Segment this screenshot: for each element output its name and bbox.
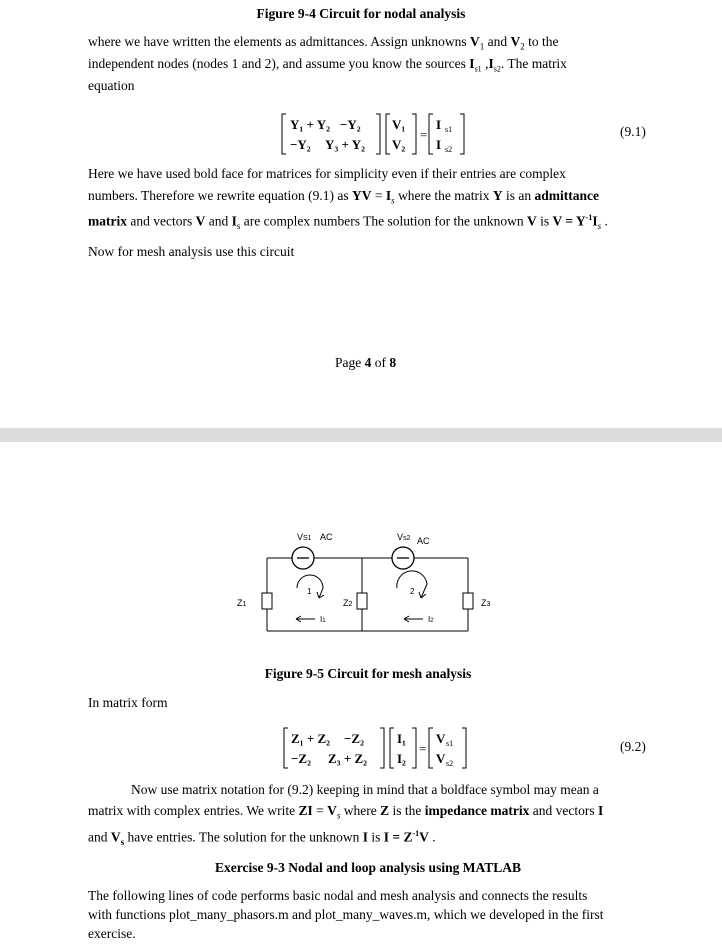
vs1-ac-source-icon (292, 547, 314, 569)
subscript: s1 (446, 739, 454, 748)
equation-number: (9.1) (620, 124, 646, 139)
paragraph-line: Now use matrix notation for (9.2) keeping in mind that a boldface symbol may mean a (131, 782, 599, 797)
vs1-ac-label: AC (320, 532, 333, 542)
matrix-cell: Y₃ + Y₂ (325, 137, 365, 152)
z3-resistor-icon (463, 593, 473, 609)
mesh2-label: 2 (410, 587, 415, 596)
paragraph-line: numbers. Therefore we rewrite equation (9.1) as YV = $I_s$ where the matrix Y is an admittance (88, 188, 600, 206)
vector-cell: I (436, 117, 442, 132)
z2-resistor-icon (357, 593, 367, 609)
document-page-5 (0, 442, 722, 945)
matrix-cell: −Y₂ (290, 137, 311, 152)
z1-resistor-icon (262, 593, 272, 609)
matrix-cell: Z₃ + Z₂ (328, 751, 368, 766)
vs2-label: Vs2 (397, 532, 411, 542)
i2-arrow-icon (404, 616, 423, 622)
matrix-cell: −Z₂ (344, 731, 364, 746)
z3-label: Z3 (481, 598, 491, 608)
i1-label: I1 (320, 615, 326, 624)
subscript: s2 (445, 145, 453, 154)
figure-caption: Figure 9-5 Circuit for mesh analysis (264, 666, 472, 681)
paragraph-line: exercise. (88, 926, 136, 941)
vector-cell: V (436, 731, 446, 746)
vs1-label: VS1 (297, 532, 312, 542)
matrix-cell: Z₁ + Z₂ (291, 731, 331, 746)
vector-cell: V₂ (392, 137, 406, 152)
vector-cell: V₁ (392, 117, 406, 132)
paragraph-line: matrix with complex entries. We write ZI = $V_s$ where Z is the impedance matrix and vectors I (88, 803, 604, 821)
mesh1-label: 1 (307, 587, 312, 596)
paragraph-line: Here we have used bold face for matrices for simplicity even if their entries are complex (88, 166, 566, 181)
z2-label: Z2 (343, 598, 353, 608)
vector-cell: I₂ (397, 751, 406, 766)
vs2-ac-source-icon (392, 547, 414, 569)
paragraph-line: and $V_s$ have entries. The solution for the unknown I is $I = Z^{-1}V$ . (88, 829, 436, 848)
matrix-cell: −Z₂ (291, 751, 311, 766)
subscript: s2 (446, 759, 454, 768)
figure-caption: Figure 9-4 Circuit for nodal analysis (256, 6, 466, 21)
vector-cell: I₁ (397, 731, 406, 746)
vector-cell: I (436, 137, 442, 152)
mesh-circuit-diagram (225, 526, 505, 644)
page-number: Page 4 of 8 (335, 355, 397, 370)
paragraph-line: The following lines of code performs basic nodal and mesh analysis and connects the results (88, 888, 588, 903)
paragraph-line: independent nodes (nodes 1 and 2), and assume you know the sources $I_{s1}$ $,I_{s2}$. The matrix (88, 56, 567, 74)
equals-sign: = (420, 127, 428, 142)
matrix-equation-9-1 (280, 110, 500, 158)
paragraph-line: equation (88, 78, 135, 93)
paragraph-line: Now for mesh analysis use this circuit (88, 244, 295, 259)
vector-cell: V (436, 751, 446, 766)
document-page-4 (0, 0, 722, 428)
paragraph-line: matrix and vectors V and $I_s$ are complex numbers The solution for the unknown V is $V = Y^{-1}I_s$ . (88, 213, 608, 232)
matrix-cell: −Y₂ (340, 117, 361, 132)
paragraph-line: In matrix form (88, 695, 168, 710)
i2-label: I2 (428, 615, 434, 624)
z1-label: Z1 (237, 598, 247, 608)
matrix-equation-9-2 (282, 724, 492, 772)
exercise-heading: Exercise 9-3 Nodal and loop analysis using MATLAB (215, 860, 521, 875)
paragraph-line: with functions plot_many_phasors.m and plot_many_waves.m, which we developed in the first (88, 907, 604, 922)
equation-number: (9.2) (620, 739, 646, 754)
vs2-ac-label: AC (417, 536, 430, 546)
equals-sign: = (419, 741, 427, 756)
i1-arrow-icon (296, 616, 315, 622)
paragraph-line: where we have written the elements as admittances. Assign unknowns $V_1$ and $V_2$ to the (88, 34, 559, 52)
subscript: s1 (445, 125, 453, 134)
matrix-cell: Y₁ + Y₂ (290, 117, 330, 132)
